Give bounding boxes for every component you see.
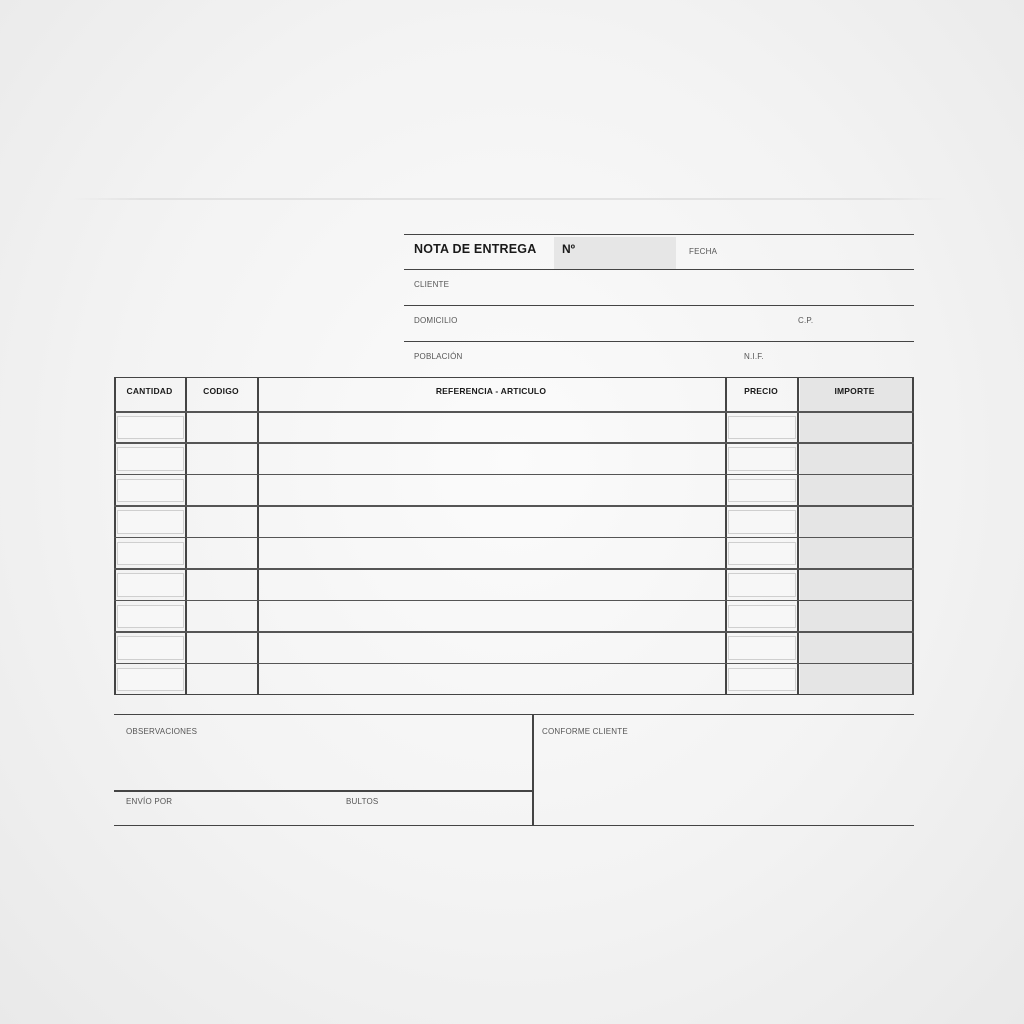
table-row-divider [114, 631, 914, 633]
price-cell[interactable] [728, 479, 796, 502]
customer-approval-label: CONFORME CLIENTE [542, 727, 628, 736]
column-header-price: PRECIO [744, 386, 778, 396]
address-label: DOMICILIO [414, 316, 458, 325]
price-cell[interactable] [728, 636, 796, 659]
items-table [114, 377, 914, 695]
shipping-method-label: ENVÍO POR [126, 797, 173, 806]
number-field[interactable] [554, 237, 676, 269]
client-label: CLIENTE [414, 280, 450, 289]
column-header-reference: REFERENCIA - ARTICULO [435, 386, 547, 396]
footer-shipping-line [114, 790, 532, 792]
table-row-divider [114, 442, 914, 444]
quantity-cell[interactable] [117, 668, 184, 691]
town-label: POBLACIÓN [414, 352, 463, 361]
table-row-divider [114, 505, 914, 507]
quantity-cell[interactable] [117, 636, 184, 659]
column-header-quantity: CANTIDAD [126, 386, 173, 396]
column-header-amount: IMPORTE [834, 386, 875, 396]
footer-divider [532, 715, 534, 825]
price-cell[interactable] [728, 605, 796, 628]
date-label: FECHA [689, 247, 718, 256]
tax-id-label: N.I.F. [744, 352, 764, 361]
table-row-divider [114, 474, 914, 476]
price-cell[interactable] [728, 573, 796, 596]
table-row-divider [114, 600, 914, 602]
header-title-row [404, 234, 914, 269]
packages-label: BULTOS [346, 797, 379, 806]
delivery-note-form [114, 230, 914, 830]
table-row-divider [114, 411, 914, 413]
table-row-divider [114, 568, 914, 570]
footer-section [114, 714, 914, 826]
postal-code-label: C.P. [798, 316, 814, 325]
number-label: Nº [562, 242, 576, 256]
table-row-divider [114, 663, 914, 665]
price-cell[interactable] [728, 542, 796, 565]
quantity-cell[interactable] [117, 479, 184, 502]
table-row-divider [114, 537, 914, 539]
sheet-top-edge [72, 198, 948, 200]
quantity-cell[interactable] [117, 542, 184, 565]
price-cell[interactable] [728, 668, 796, 691]
address-row[interactable] [404, 305, 914, 341]
town-row[interactable] [404, 341, 914, 378]
document-title: NOTA DE ENTREGA [414, 242, 537, 256]
quantity-cell[interactable] [117, 510, 184, 533]
column-header-code: CODIGO [203, 386, 239, 396]
price-cell[interactable] [728, 416, 796, 439]
quantity-cell[interactable] [117, 605, 184, 628]
observations-label: OBSERVACIONES [126, 727, 198, 736]
quantity-cell[interactable] [117, 573, 184, 596]
quantity-cell[interactable] [117, 416, 184, 439]
price-cell[interactable] [728, 447, 796, 470]
quantity-cell[interactable] [117, 447, 184, 470]
price-cell[interactable] [728, 510, 796, 533]
client-row[interactable] [404, 269, 914, 305]
